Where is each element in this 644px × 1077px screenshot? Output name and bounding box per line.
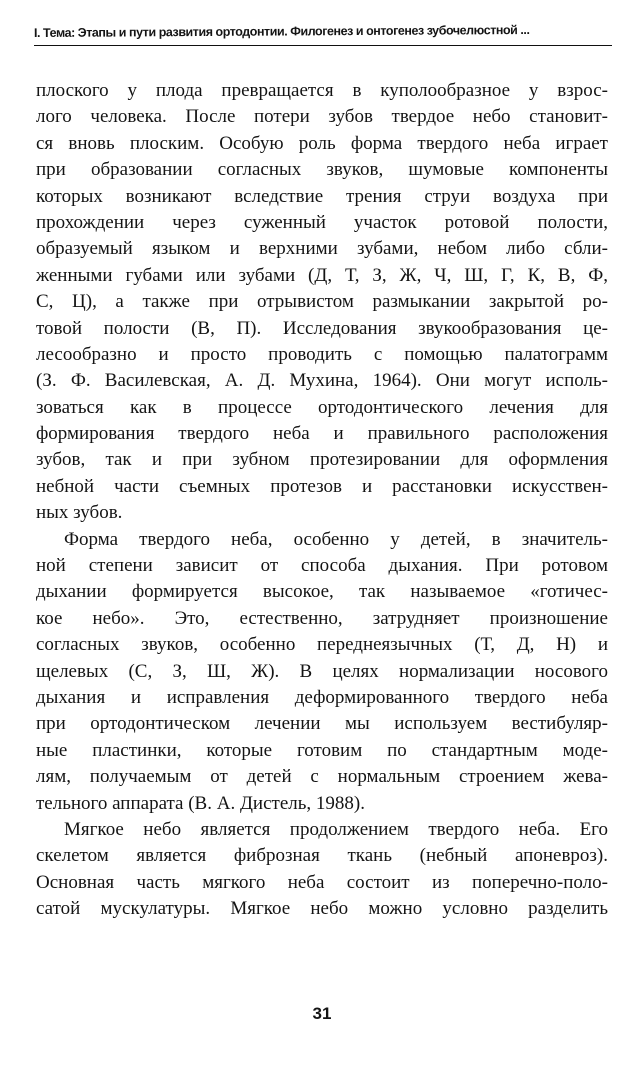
text-line: тельного аппарата (В. А. Дистель, 1988). [36, 792, 365, 814]
text-line: формирования твердого неба и правильного расположения [36, 423, 608, 445]
paragraph-1 [36, 78, 608, 527]
text-line: лесообразно и просто проводить с помощью палатограмм [36, 343, 608, 365]
text-line: зоваться как в процессе ортодонтического лечения для [36, 396, 608, 418]
text-line: С, Ц), а также при отрывистом размыкании закрытой ро- [36, 291, 608, 313]
text-line: ся вновь плоским. Особую роль форма твердого неба играет [36, 132, 608, 154]
header-rule [34, 45, 612, 46]
text-line: сатой мускулатуры. Мягкое небо можно условно разделить [36, 898, 608, 920]
text-line: прохождении через суженный участок ротовой полости, [36, 211, 608, 233]
text-line: товой полости (В, П). Исследования звукообразования це- [36, 317, 608, 339]
paragraph-3 [36, 817, 608, 923]
text-line: Основная часть мягкого неба состоит из поперечно-поло- [36, 871, 608, 893]
running-head: I. Тема: Этапы и пути развития ортодонтии. Филогенез и онтогенез зубочелюстной ... [33, 22, 530, 41]
text-line: Мягкое небо является продолжением твердого неба. Его [64, 818, 608, 840]
text-line: щелевых (С, З, Ш, Ж). В целях нормализации носового [36, 660, 608, 682]
text-line: дыхании формируется высокое, так называемое «готичес- [36, 581, 608, 603]
text-line: небной части съемных протезов и расстановки искусствен- [36, 475, 608, 497]
text-line: женными губами или зубами (Д, Т, З, Ж, Ч, Ш, Г, К, В, Ф, [36, 264, 608, 286]
text-line: ных зубов. [36, 502, 123, 524]
text-line: которых возникают вследствие трения струи воздуха при [36, 185, 608, 207]
text-line: ной степени зависит от способа дыхания. При ротовом [36, 555, 608, 577]
text-line: плоского у плода превращается в куполообразное у взрос- [36, 80, 608, 101]
text-line: (З. Ф. Василевская, А. Д. Мухина, 1964). Они могут исполь- [36, 370, 608, 392]
text-line: Форма твердого неба, особенно у детей, в значитель- [64, 528, 608, 550]
text-line: лям, получаемым от детей с нормальным строением жева- [36, 766, 608, 788]
text-line: зубов, так и при зубном протезировании для оформления [36, 449, 608, 471]
text-line: кое небо». Это, естественно, затрудняет произношение [36, 607, 608, 629]
text-line: дыхания и исправления деформированного твердого неба [36, 686, 608, 708]
body-text [36, 78, 608, 923]
text-line: при ортодонтическом лечении мы используем вестибуляр- [36, 713, 608, 735]
text-line: ные пластинки, которые готовим по стандартным моде- [36, 739, 608, 761]
text-line: согласных звуков, особенно переднеязычных (Т, Д, Н) и [36, 634, 608, 656]
text-line: образуемый языком и верхними зубами, небом либо сбли- [36, 238, 608, 260]
text-line: скелетом является фиброзная ткань (небный апоневроз). [36, 845, 608, 867]
paragraph-2 [36, 527, 608, 817]
text-line: лого человека. После потери зубов твердое небо становит- [36, 106, 608, 128]
text-line: при образовании согласных звуков, шумовые компоненты [36, 159, 608, 181]
page-number: 31 [312, 1004, 332, 1023]
